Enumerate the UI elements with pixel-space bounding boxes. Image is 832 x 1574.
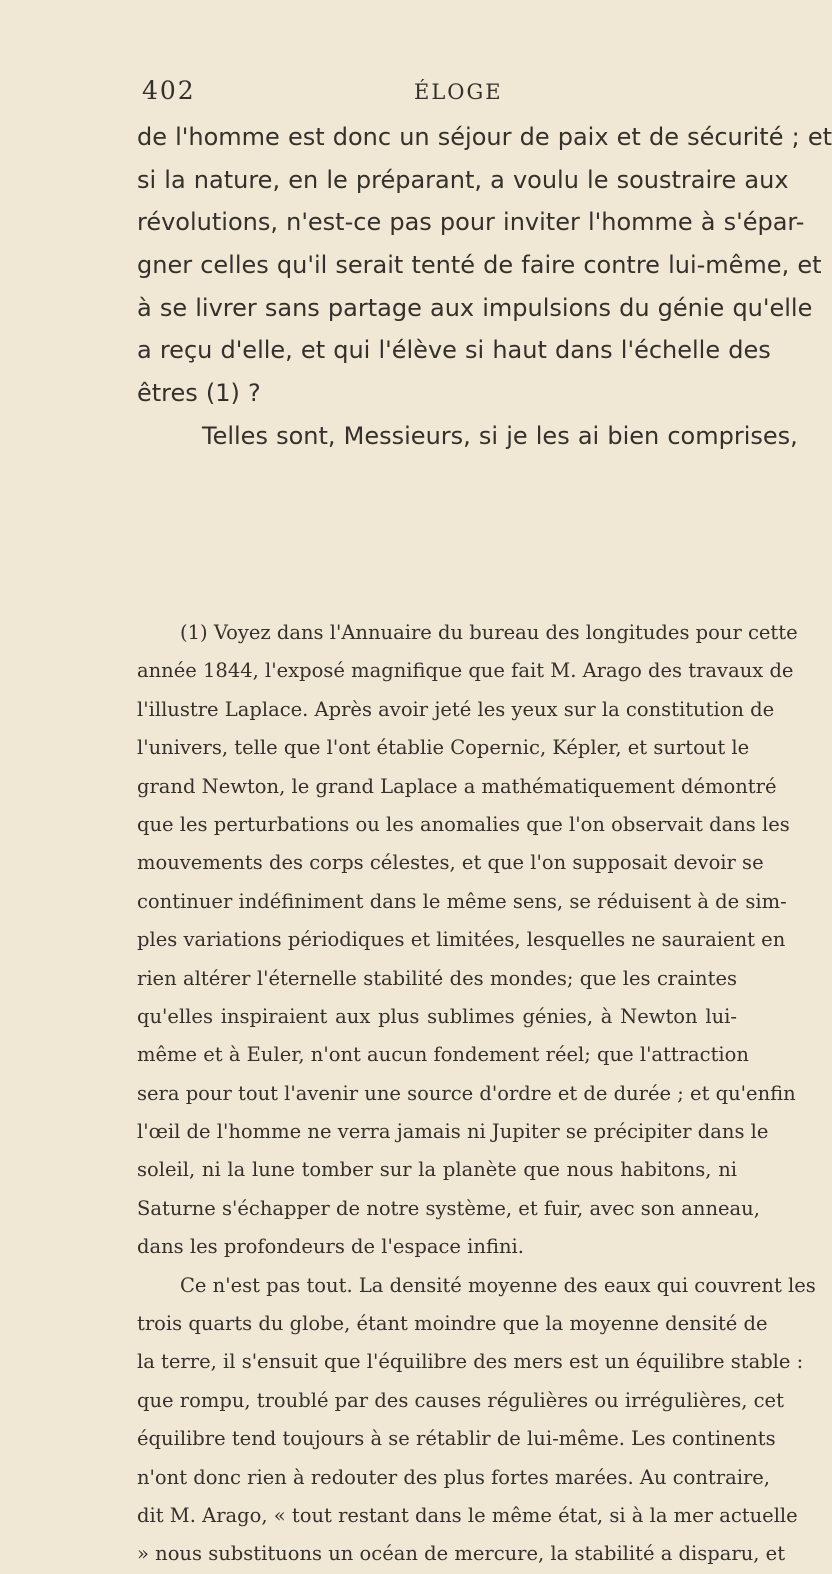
footnote-line: que les perturbations ou les anomalies que l'on observait dans les (137, 812, 790, 836)
footnote-line: sera pour tout l'avenir une source d'ordre et de durée ; et qu'enfin (137, 1081, 796, 1105)
footnote-line: Saturne s'échapper de notre système, et fuir, avec son anneau, (137, 1196, 760, 1220)
footnote-line: » nous substituons un océan de mercure, la stabilité a disparu, et (137, 1542, 786, 1566)
main-line: êtres (1) ? (137, 379, 261, 408)
footnote-line: que rompu, troublé par des causes régulières ou irrégulières, cet (137, 1388, 784, 1412)
footnote-line: la terre, il s'ensuit que l'équilibre des mers est un équilibre stable : (137, 1350, 804, 1374)
footnote-line: l'univers, telle que l'ont établie Copernic, Képler, et surtout le (137, 736, 750, 760)
main-line: si la nature, en le préparant, a voulu le soustraire aux (137, 165, 789, 194)
main-line: révolutions, n'est-ce pas pour inviter l'homme à s'épar- (137, 208, 805, 237)
footnote-line: ples variations périodiques et limitées, lesquelles ne sauraient en (137, 928, 786, 952)
footnote-line: même et à Euler, n'ont aucun fondement réel; que l'attraction (137, 1043, 749, 1067)
main-line: a reçu d'elle, et qui l'élève si haut dans l'échelle des (137, 336, 771, 365)
footnotes (137, 614, 816, 1574)
footnote-line: mouvements des corps célestes, et que l'on supposait devoir se (137, 851, 764, 875)
page-number: 402 (142, 76, 196, 105)
footnote-line: rien altérer l'éternelle stabilité des mondes; que les craintes (137, 966, 737, 990)
footnote-line: trois quarts du globe, étant moindre que la moyenne densité de (137, 1312, 768, 1336)
main-line: de l'homme est donc un séjour de paix et de sécurité ; et (137, 123, 832, 151)
footnote-line: dans les profondeurs de l'espace infini. (137, 1235, 524, 1259)
main-line: Telles sont, Messieurs, si je les ai bien comprises, (202, 421, 798, 450)
footnote-line: l'œil de l'homme ne verra jamais ni Jupiter se précipiter dans le (137, 1120, 769, 1144)
footnote-line: (1) Voyez dans l'Annuaire du bureau des longitudes pour cette (180, 621, 798, 644)
footnote-line: équilibre tend toujours à se rétablir de lui-même. Les continents (137, 1427, 776, 1451)
footnote-line: soleil, ni la lune tomber sur la planète que nous habitons, ni (137, 1158, 737, 1182)
footnote-1 (137, 614, 798, 1267)
main-paragraph-2 (137, 415, 798, 458)
footnote-line: qu'elles inspiraient aux plus sublimes génies, à Newton lui- (137, 1004, 737, 1028)
footnote-2 (137, 1267, 816, 1574)
footnote-line: Ce n'est pas tout. La densité moyenne des eaux qui couvrent les (180, 1273, 816, 1297)
main-text (137, 116, 832, 458)
footnote-line: année 1844, l'exposé magnifique que fait M. Arago des travaux de (137, 659, 794, 683)
main-line: gner celles qu'il serait tenté de faire contre lui-même, et (137, 251, 822, 280)
running-head (138, 76, 728, 110)
footnote-line: continuer indéfiniment dans le même sens, se réduisent à de sim- (137, 889, 787, 913)
running-title: ÉLOGE (414, 80, 503, 104)
main-line: à se livrer sans partage aux impulsions du génie qu'elle (137, 293, 813, 322)
main-paragraph-1 (137, 116, 832, 415)
footnote-line: dit M. Arago, « tout restant dans le même état, si à la mer actuelle (137, 1503, 798, 1527)
footnote-line: n'ont donc rien à redouter des plus fortes marées. Au contraire, (137, 1465, 771, 1489)
footnote-line: grand Newton, le grand Laplace a mathématiquement démontré (137, 774, 777, 798)
footnote-line: l'illustre Laplace. Après avoir jeté les yeux sur la constitution de (137, 697, 775, 721)
